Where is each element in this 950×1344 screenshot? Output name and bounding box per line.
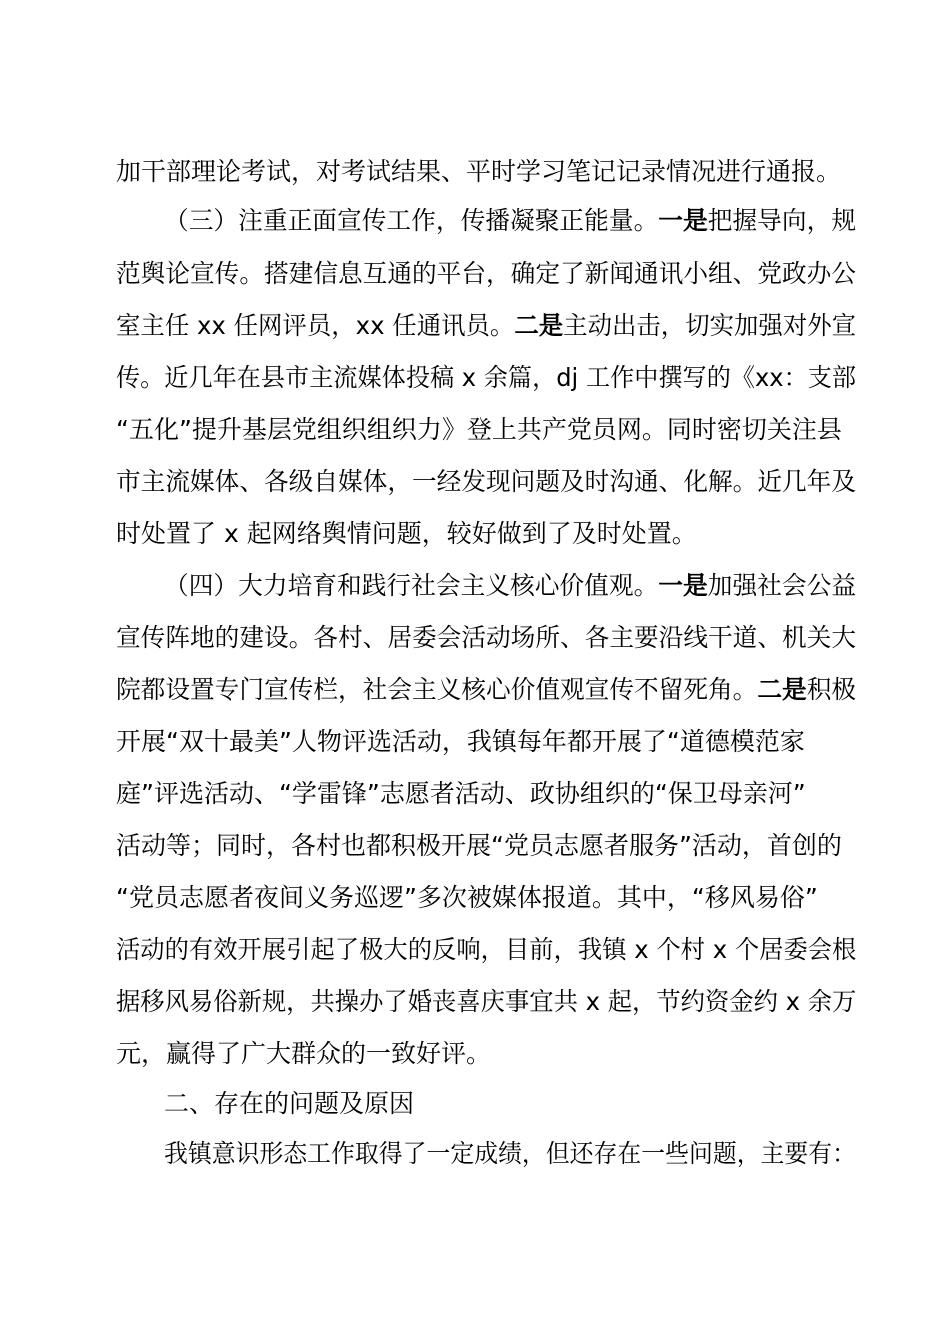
text-run: （三）注重正面宣传工作，传播凝聚正能量。 [164,206,659,235]
paragraph-line-16 [116,935,857,965]
paragraph-line-3 [116,259,857,289]
text-run: 主动出击，切实加强对外宣 [563,311,857,340]
paragraph-line-20 [164,1139,857,1169]
paragraph-line-10 [116,623,857,653]
section-heading [164,1089,856,1119]
text-run: 我镇意识形态工作取得了一定成绩，但还存在一些问题，主要有： [164,1139,857,1168]
text-run: 庭”评选活动、“学雷锋”志愿者活动、政协组织的“保卫母亲河” [116,779,806,808]
paragraph-line-4 [116,311,857,341]
paragraph-line-5 [116,363,857,393]
paragraph-line-9 [164,571,857,601]
paragraph-line-6 [116,415,856,445]
text-run: 加干部理论考试，对考试结果、平时学习笔记记录情况进行通报。 [116,157,842,186]
text-run: “五化”提升基层党组织组织力》登上共产党员网。同时密切关注县 [116,415,842,444]
text-run: 范舆论宣传。搭建信息互通的平台，确定了新闻通讯小组、党政办公 [116,259,857,288]
paragraph-line-2 [164,206,857,236]
text-run: 二、存在的问题及原因 [164,1089,415,1118]
text-run: 据移风易俗新规，共操办了婚丧喜庆事宜共 x 起，节约资金约 x 余万 [116,987,857,1016]
paragraph-line-13 [116,779,856,809]
paragraph-line-1 [116,157,856,187]
text-run: 加强社会公益 [707,571,857,600]
paragraph-line-18 [116,1039,856,1069]
paragraph-line-7 [116,467,857,497]
text-run: 元，赢得了广大群众的一致好评。 [116,1039,492,1068]
bold-text-run: 一是 [658,206,708,235]
paragraph-line-12 [116,727,856,757]
paragraph-line-17 [116,987,857,1017]
paragraph-line-15 [116,883,856,913]
text-run: 活动的有效开展引起了极大的反响，目前，我镇 x 个村 x 个居委会根 [116,935,857,964]
text-run: 宣传阵地的建设。各村、居委会活动场所、各主要沿线干道、机关大 [116,623,857,652]
bold-text-run: 二是 [757,675,807,704]
text-run: 院都设置专门宣传栏，社会主义核心价值观宣传不留死角。 [116,675,758,704]
text-run: “党员志愿者夜间义务巡逻”多次被媒体报道。其中，“移风易俗” [116,883,818,912]
text-run: 室主任 xx 任网评员，xx 任通讯员。 [116,311,515,340]
bold-text-run: 二是 [514,311,564,340]
text-run: （四）大力培育和践行社会主义核心价值观。 [164,571,659,600]
text-run: 市主流媒体、各级自媒体，一经发现问题及时沟通、化解。近几年及 [116,467,857,496]
text-run: 把握导向，规 [707,206,857,235]
text-run: 传。近几年在县市主流媒体投稿 x 余篇，dj 工作中撰写的《xx：支部 [116,363,857,392]
text-run: 开展“双十最美”人物评选活动，我镇每年都开展了“道德模范家 [116,727,805,756]
text-run: 积极 [806,675,857,704]
paragraph-line-14 [116,831,856,861]
text-run: 时处置了 x 起网络舆情问题，较好做到了及时处置。 [116,519,697,548]
paragraph-line-11 [116,675,857,705]
bold-text-run: 一是 [658,571,708,600]
paragraph-line-8 [116,519,856,549]
text-run: 活动等；同时，各村也都积极开展“党员志愿者服务”活动，首创的 [116,831,842,860]
